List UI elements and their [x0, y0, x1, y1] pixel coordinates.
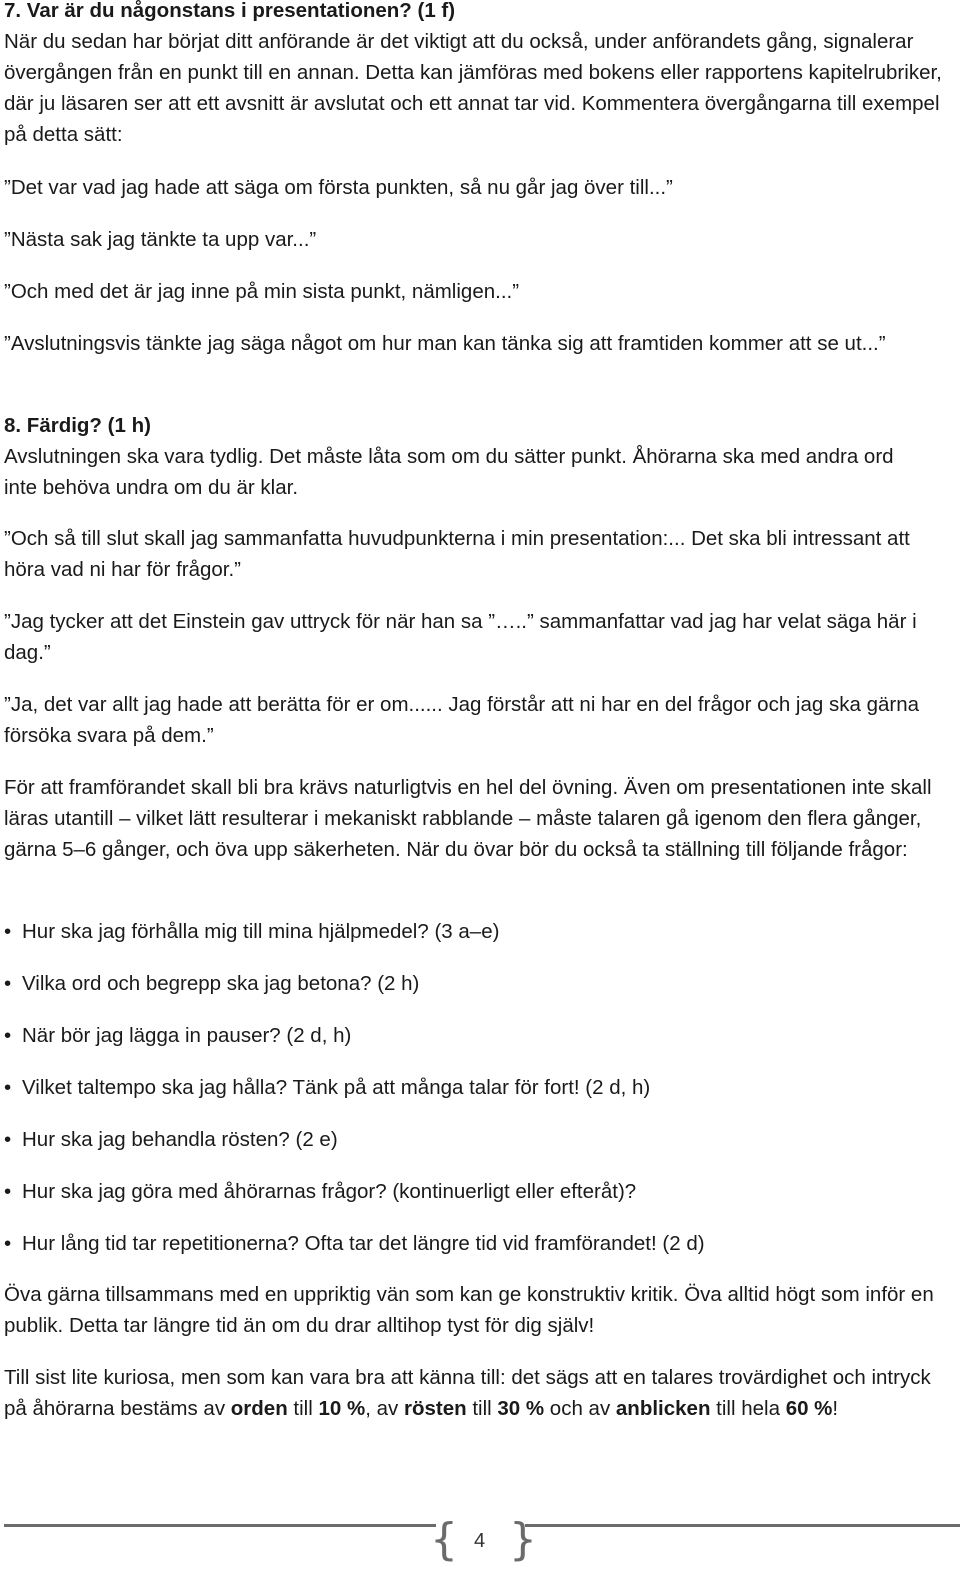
closing-paragraph — [4, 1362, 949, 1424]
list-item — [4, 968, 952, 999]
closing-percentage: 30 % — [497, 1397, 545, 1420]
closing-text: ! — [832, 1397, 839, 1420]
closing-text: och av — [544, 1397, 616, 1420]
left-brace-icon: { — [430, 1514, 458, 1565]
closing-quote: ”Ja, det var allt jag hade att berätta för er om...... Jag förstår att ni har en del frågor och jag ska gärna försöka svara på dem.” — [4, 693, 920, 747]
bullet-icon: • — [4, 972, 12, 995]
closing-text: till hela — [710, 1397, 786, 1420]
list-item-text: Hur ska jag behandla rösten? (2 e) — [22, 1128, 338, 1151]
bullet-icon: • — [4, 1180, 12, 1203]
list-item — [4, 1124, 952, 1155]
list-item — [4, 1020, 952, 1051]
list-item — [4, 1228, 952, 1259]
footer-rule — [4, 1524, 436, 1527]
right-brace-icon: } — [509, 1514, 537, 1565]
transition-quote: ”Och med det är jag inne på min sista punkt, nämligen...” — [4, 280, 520, 303]
closing-quote: ”Jag tycker att det Einstein gav uttryck för när han sa ”…..” sammanfattar vad jag har velat säga här i dag.” — [4, 610, 917, 664]
closing-text: till — [466, 1397, 498, 1420]
closing-quote: ”Och så till slut skall jag sammanfatta huvudpunkterna i min presentation:... Det ska bli intressant att höra vad ni har för frågor.” — [4, 527, 910, 581]
page-footer — [0, 1514, 960, 1568]
section-7-body: När du sedan har börjat ditt anförande är det viktigt att du också, under anförandets gång, signalerar övergången från en punkt till en annan. Detta kan jämföras med bokens eller rapportens kapitelrubriker, där ju läsaren ser att ett avsnitt är avslutat och ett annat tar vid. Kommentera övergångarna till exempel på detta sätt: — [4, 30, 942, 146]
section-8-body: Avslutningen ska vara tydlig. Det måste låta som om du sätter punkt. Åhörarna ska med andra ord inte behöva undra om du är klar. — [4, 445, 894, 499]
list-item-text: Hur lång tid tar repetitionerna? Ofta tar det längre tid vid framförandet! (2 d) — [22, 1232, 705, 1255]
list-item-text: Hur ska jag göra med åhörarnas frågor? (kontinuerligt eller efteråt)? — [22, 1180, 637, 1203]
section-7-heading: 7. Var är du någonstans i presentationen? (1 f) — [4, 0, 456, 22]
list-item-text: När bör jag lägga in pauser? (2 d, h) — [22, 1024, 352, 1047]
footer-rule — [525, 1524, 960, 1527]
closing-emphasis: rösten — [403, 1397, 467, 1420]
transition-quote: ”Det var vad jag hade att säga om första punkten, så nu går jag över till...” — [4, 176, 673, 199]
list-item — [4, 1176, 952, 1207]
bullet-icon: • — [4, 1024, 12, 1047]
closing-text: , av — [365, 1397, 404, 1420]
list-item-text: Vilka ord och begrepp ska jag betona? (2 h) — [22, 972, 420, 995]
list-item — [4, 1072, 952, 1103]
transition-quote: ”Avslutningsvis tänkte jag säga något om hur man kan tänka sig att framtiden kommer att se ut...” — [4, 332, 886, 355]
closing-text: till — [287, 1397, 319, 1420]
closing-text: Till sist lite kuriosa, men som kan vara bra att känna till: det sägs att en talares trovärdighet och intryck på åhörarna bestäms av — [4, 1366, 931, 1420]
list-item-text: Vilket taltempo ska jag hålla? Tänk på att många talar för fort! (2 d, h) — [22, 1076, 651, 1099]
bullet-icon: • — [4, 1128, 12, 1151]
list-item-text: Hur ska jag förhålla mig till mina hjälpmedel? (3 a–e) — [22, 920, 500, 943]
bullet-icon: • — [4, 1232, 12, 1255]
bullet-icon: • — [4, 920, 12, 943]
practice-intro: För att framförandet skall bli bra krävs naturligtvis en hel del övning. Även om presentationen inte skall läras utantill – vilket lätt resulterar i mekaniskt rabblande – måste talaren gå igenom den flera gånger, gärna 5–6 gånger, och öva upp säkerheten. När du övar bör du också ta ställning till följande frågor: — [4, 776, 932, 861]
closing-emphasis: anblicken — [615, 1397, 711, 1420]
transition-quote: ”Nästa sak jag tänkte ta upp var...” — [4, 228, 317, 251]
page-number: 4 — [474, 1530, 486, 1552]
closing-emphasis: orden — [230, 1397, 288, 1420]
list-item — [4, 916, 952, 947]
closing-percentage: 60 % — [785, 1397, 833, 1420]
practice-together-paragraph: Öva gärna tillsammans med en uppriktig vän som kan ge konstruktiv kritik. Öva alltid högt som inför en publik. Detta tar längre tid än om du drar alltihop tyst för dig själv! — [4, 1283, 934, 1337]
closing-percentage: 10 % — [318, 1397, 366, 1420]
section-8-heading: 8. Färdig? (1 h) — [4, 414, 151, 437]
bullet-icon: • — [4, 1076, 12, 1099]
